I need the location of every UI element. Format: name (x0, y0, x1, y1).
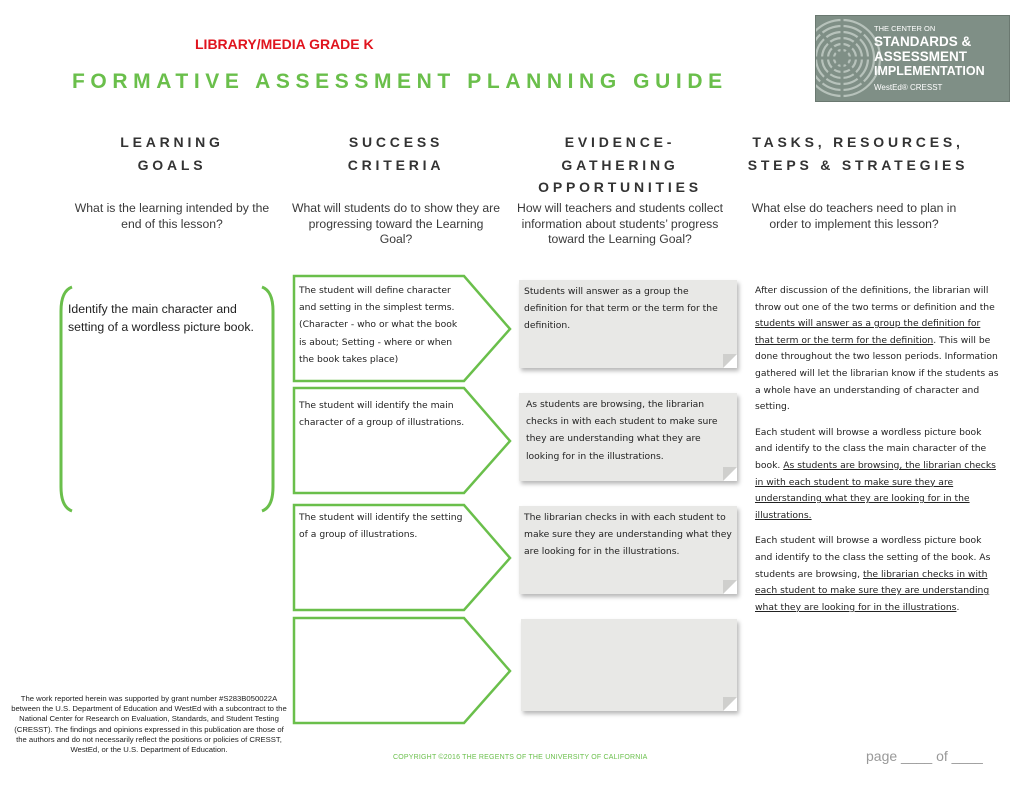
column-question-learning-goals: What is the learning intended by the end of this lesson? (74, 201, 270, 231)
success-criterion-1: The student will define character and setting in the simplest terms. (Character - who or what the book is about; Setting - where or when the book takes place) (299, 285, 458, 365)
copyright-notice: COPYRIGHT ©2016 THE REGENTS OF THE UNIVERSITY OF CALIFORNIA (393, 754, 648, 761)
tasks-paragraph-1: After discussion of the definitions, the librarian will throw out one of the two terms or definition and the students will answer as a group the definition for that term or the term for the definition. This will be done throughout the two lesson periods. Information gathered will let the librarian know if the students as a whole have an understanding of character and setting. (755, 285, 999, 413)
evidence-card-4 (521, 619, 737, 711)
tasks-paragraph-3: Each student will browse a wordless picture book and identify to the class the setting of the book. As students are browsing, the librarian checks in with each student to make sure they are understanding what they are looking for in the illustrations. (755, 535, 991, 613)
csai-logo (815, 15, 1010, 102)
tasks-paragraph-2: Each student will browse a wordless picture book and identify to the class the main character of the book. As students are browsing, the librarian checks in with each student to make sure they are understanding what they are looking for in the illustrations. (755, 426, 996, 521)
success-criterion-2: The student will identify the main character of a group of illustrations. (299, 400, 465, 429)
page-title: FORMATIVE ASSESSMENT PLANNING GUIDE (72, 70, 728, 93)
column-heading-success-criteria: SUCCESS CRITERIA (347, 134, 445, 173)
logo-line-1: THE CENTER ON (874, 24, 936, 33)
column-heading-learning-goals: LEARNING GOALS (120, 134, 224, 173)
evidence-text-3: The librarian checks in with each student to make sure they are understanding what they are looking for in the illustrations. (524, 512, 732, 558)
logo-line-3: ASSESSMENT (874, 49, 968, 64)
evidence-text-2: As students are browsing, the librarian checks in with each student to make sure they are understanding what they are looking for in the illustrations. (526, 399, 718, 462)
tasks-text (755, 283, 1000, 625)
column-question-evidence: How will teachers and students collect information about students’ progress toward the Learning Goal? (517, 201, 723, 246)
column-heading-evidence: EVIDENCE- GATHERING OPPORTUNITIES (538, 134, 702, 195)
page-number-field: page ____ of ____ (866, 748, 983, 764)
column-question-success-criteria: What will students do to show they are progressing toward the Learning Goal? (292, 201, 500, 246)
column-heading-tasks: TASKS, RESOURCES, STEPS & STRATEGIES (747, 134, 969, 173)
learning-goal-text: Identify the main character and setting of a wordless picture book. (68, 302, 254, 334)
funding-notice: The work reported herein was supported by grant number #S283B050022A between the U.S. Department of Education and WestEd with a subcontract to the National Center for Research on Evaluation, Standards, and Student Testing (CRESST). The findings and opinions expressed in this publication are those of the authors and do not necessarily reflect the positions or policies of CRESST, WestEd, or the U.S. Department of Education. (11, 694, 287, 755)
evidence-text-1: Students will answer as a group the definition for that term or the term for the definition. (524, 286, 718, 332)
column-question-tasks: What else do teachers need to plan in order to implement this lesson? (751, 201, 957, 231)
subject-heading: LIBRARY/MEDIA GRADE K (195, 36, 374, 52)
success-criterion-3: The student will identify the setting of a group of illustrations. (299, 512, 463, 541)
logo-partners: WestEd® CRESST (874, 83, 943, 92)
logo-line-4: IMPLEMENTATION (874, 64, 985, 78)
logo-line-2: STANDARDS & (874, 34, 972, 49)
success-criteria-arrow-4 (292, 616, 514, 727)
